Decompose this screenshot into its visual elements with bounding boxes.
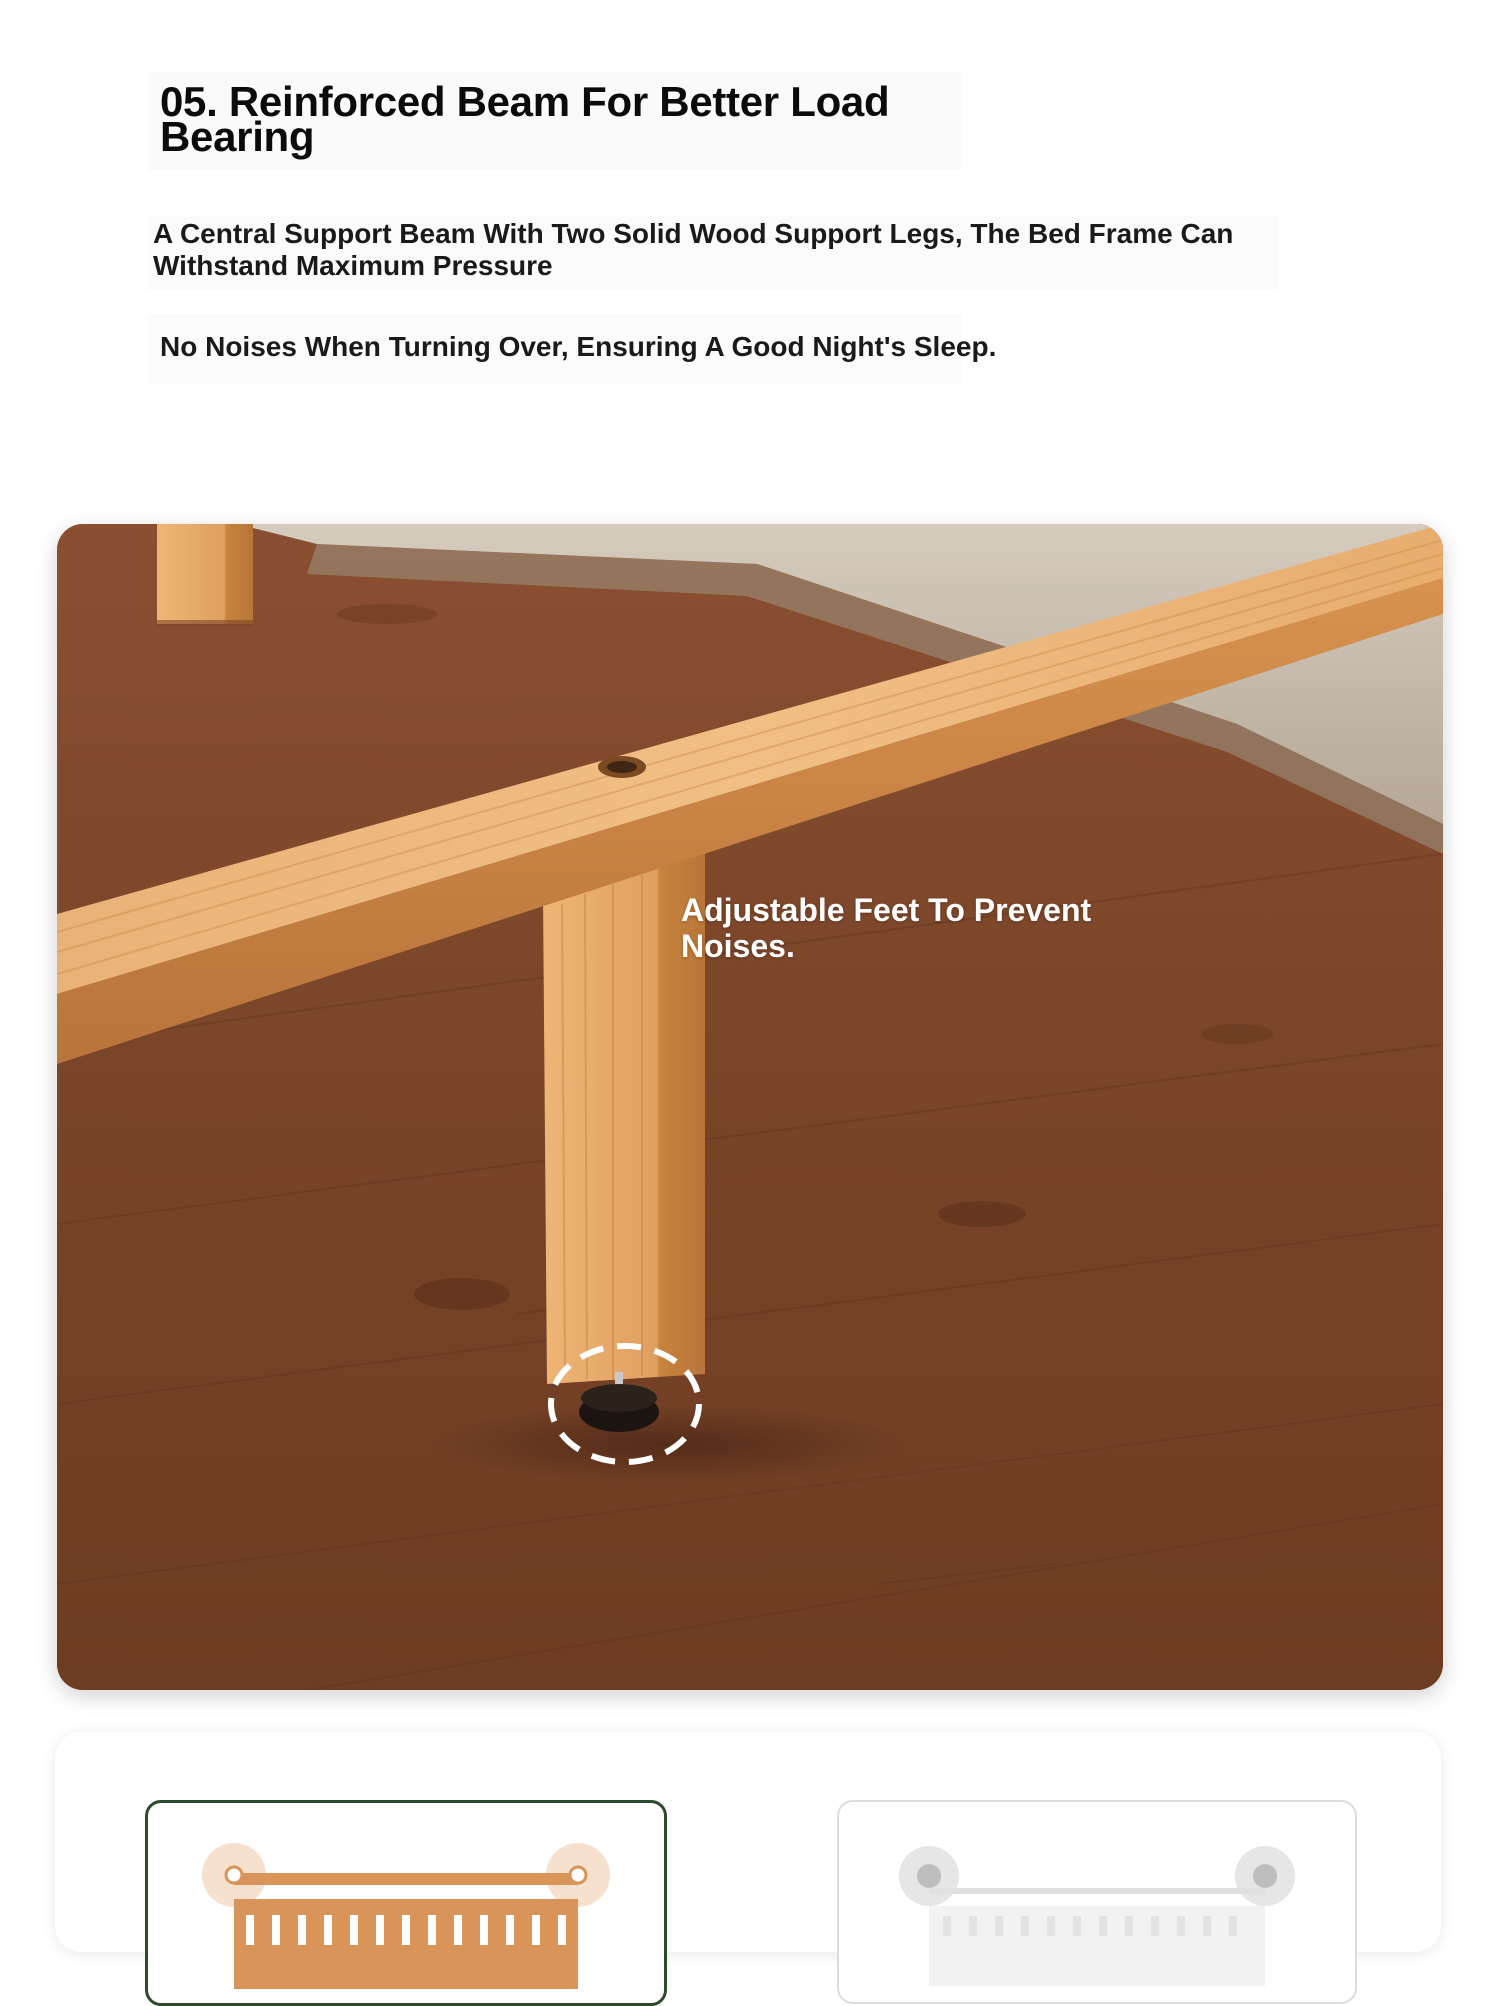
comparison-card	[55, 1732, 1441, 1952]
wood-slat-frame-icon	[148, 1803, 664, 2003]
grey-slat-frame-icon	[839, 1802, 1355, 2002]
bed-frame-illustration	[57, 524, 1443, 1690]
section-note: No Noises When Turning Over, Ensuring A Good Night's Sleep.	[160, 331, 997, 362]
bed-frame-photo	[57, 524, 1443, 1690]
comparison-option-unselected[interactable]	[837, 1800, 1357, 2004]
adjustable-feet-caption: Adjustable Feet To Prevent Noises.	[681, 892, 1092, 964]
comparison-option-selected[interactable]	[145, 1800, 667, 2006]
section-description: A Central Support Beam With Two Solid Wood Support Legs, The Bed Frame Can Withstand Maximum Pressure	[153, 218, 1234, 281]
section-title: 05. Reinforced Beam For Better Load Bearing	[160, 78, 890, 160]
